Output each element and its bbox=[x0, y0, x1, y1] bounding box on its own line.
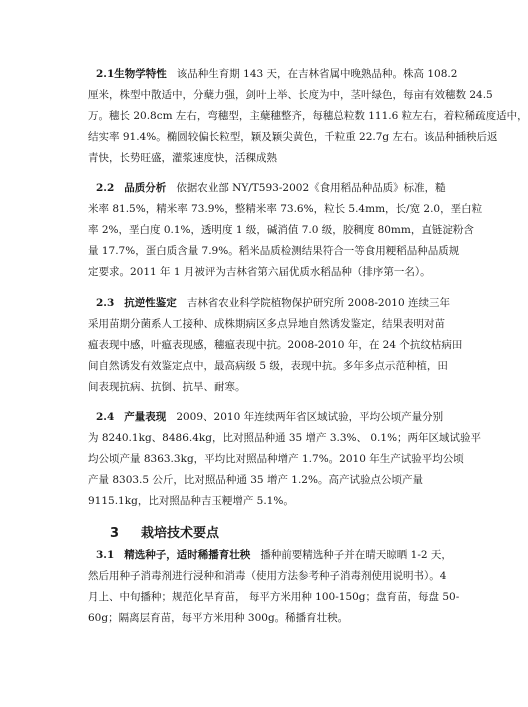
paragraph-line: 60g；隔离层育苗，每平方米用种 300g。稀播育壮秧。 bbox=[88, 612, 349, 624]
paragraph-line: 然后用种子消毒剂进行浸种和消毒（使用方法参考种子消毒剂使用说明书）。4 bbox=[88, 570, 447, 582]
section-2-2-quality-analysis bbox=[88, 178, 483, 283]
section-3-1-seed-selection bbox=[88, 545, 460, 629]
paragraph-line: 月上、中旬播种；规范化旱育苗， 每平方米用种 100-150g；盘育苗，每盘 50- bbox=[88, 591, 460, 603]
section-2-3-stress-resistance bbox=[88, 293, 463, 398]
section-number: 2.3 bbox=[96, 297, 115, 309]
paragraph-line: 产量 8303.5 公斤，比对照品种通 35 增产 1.2%。高产试验点公顷产量 bbox=[88, 474, 423, 486]
paragraph-line: 该品种生育期 143 天，在吉林省属中晚熟品种。株高 108.2 bbox=[176, 68, 458, 80]
paragraph-line: 青快，长势旺盛，灌浆速度快，活稞成熟 bbox=[88, 152, 277, 164]
section-2-4-yield-performance bbox=[88, 407, 482, 512]
paragraph-line: 间自然诱发有效鉴定点中，最高病级 5 级，表现中抗。多年多点示范种植，田 bbox=[88, 360, 448, 372]
paragraph-line: 定要求。2011 年 1 月被评为吉林省第六届优质水稻品种（排序第一名）。 bbox=[88, 266, 431, 278]
section-heading: 生物学特性 bbox=[114, 68, 167, 80]
section-number: 2.4 bbox=[96, 411, 115, 423]
section-2-1-biological-traits bbox=[88, 64, 528, 169]
paragraph-line: 均公顷产量 8363.3kg，平均比对照品种增产 1.7%。2010 年生产试验平均公顷 bbox=[88, 453, 464, 465]
paragraph-line: 率 2%，垩白度 0.1%，透明度 1 级，碱消值 7.0 级，胶稠度 80mm，直链淀粉含 bbox=[88, 224, 474, 236]
section-heading: 栽培技术要点 bbox=[141, 526, 220, 541]
section-3-title bbox=[110, 522, 219, 541]
paragraph-line: 2009、2010 年连续两年省区域试验，平均公顷产量分别 bbox=[176, 411, 444, 423]
section-heading: 产量表现 bbox=[124, 411, 167, 423]
paragraph-line: 吉林省农业科学院植物保护研究所 2008-2010 连续三年 bbox=[186, 297, 450, 309]
paragraph-line: 依据农业部 NY/T593-2002《食用稻品种品质》标准，糙 bbox=[176, 182, 446, 194]
section-number: 3 bbox=[110, 526, 120, 541]
paragraph-line: 瘟表现中感，叶瘟表现感，穗瘟表现中抗。2008-2010 年，在 24 个抗纹枯病田 bbox=[88, 339, 463, 351]
paragraph-line: 厘米，株型中散适中，分蘖力强，剑叶上举、长度为中，茎叶绿色，每亩有效穗数 24.5 bbox=[88, 89, 493, 101]
section-number: 2.1 bbox=[96, 68, 115, 80]
section-heading: 品质分析 bbox=[124, 182, 167, 194]
paragraph-line: 间表现抗病、抗倒、抗旱、耐寒。 bbox=[88, 381, 246, 393]
section-number: 2.2 bbox=[96, 182, 115, 194]
section-number: 3.1 bbox=[96, 549, 115, 561]
section-heading: 精选种子，适时稀播育壮秧 bbox=[124, 549, 251, 561]
section-heading: 抗逆性鉴定 bbox=[124, 297, 177, 309]
paragraph-line: 采用苗期分菌系人工接种、成株期病区多点异地自然诱发鉴定，结果表明对苗 bbox=[88, 318, 445, 330]
paragraph-line: 为 8240.1kg、8486.4kg，比对照品种通 35 增产 3.3%、 0.1%；两年区域试验平 bbox=[88, 432, 482, 444]
paragraph-line: 万。穗长 20.8cm 左右，弯穗型，主蘖穗整齐，每穗总粒数 111.6 粒左右，着粒稀疏度适中， bbox=[88, 110, 528, 122]
paragraph-line: 9115.1kg，比对照品种吉玉粳增产 5.1%。 bbox=[88, 495, 294, 507]
paragraph-line: 播种前要精选种子并在晴天晾晒 1-2 天， bbox=[260, 549, 452, 561]
paragraph-line: 量 17.7%，蛋白质含量 7.9%。稻米品质检测结果符合一等食用粳稻品种品质规 bbox=[88, 245, 460, 257]
paragraph-line: 米率 81.5%，精米率 73.9%，整精米率 73.6%，粒长 5.4mm，长/宽 2.0，垩白粒 bbox=[88, 203, 483, 215]
paragraph-line: 结实率 91.4%。椭圆较偏长粒型，颖及颖尖黄色，千粒重 22.7g 左右。该品种插秧后返 bbox=[88, 131, 498, 143]
